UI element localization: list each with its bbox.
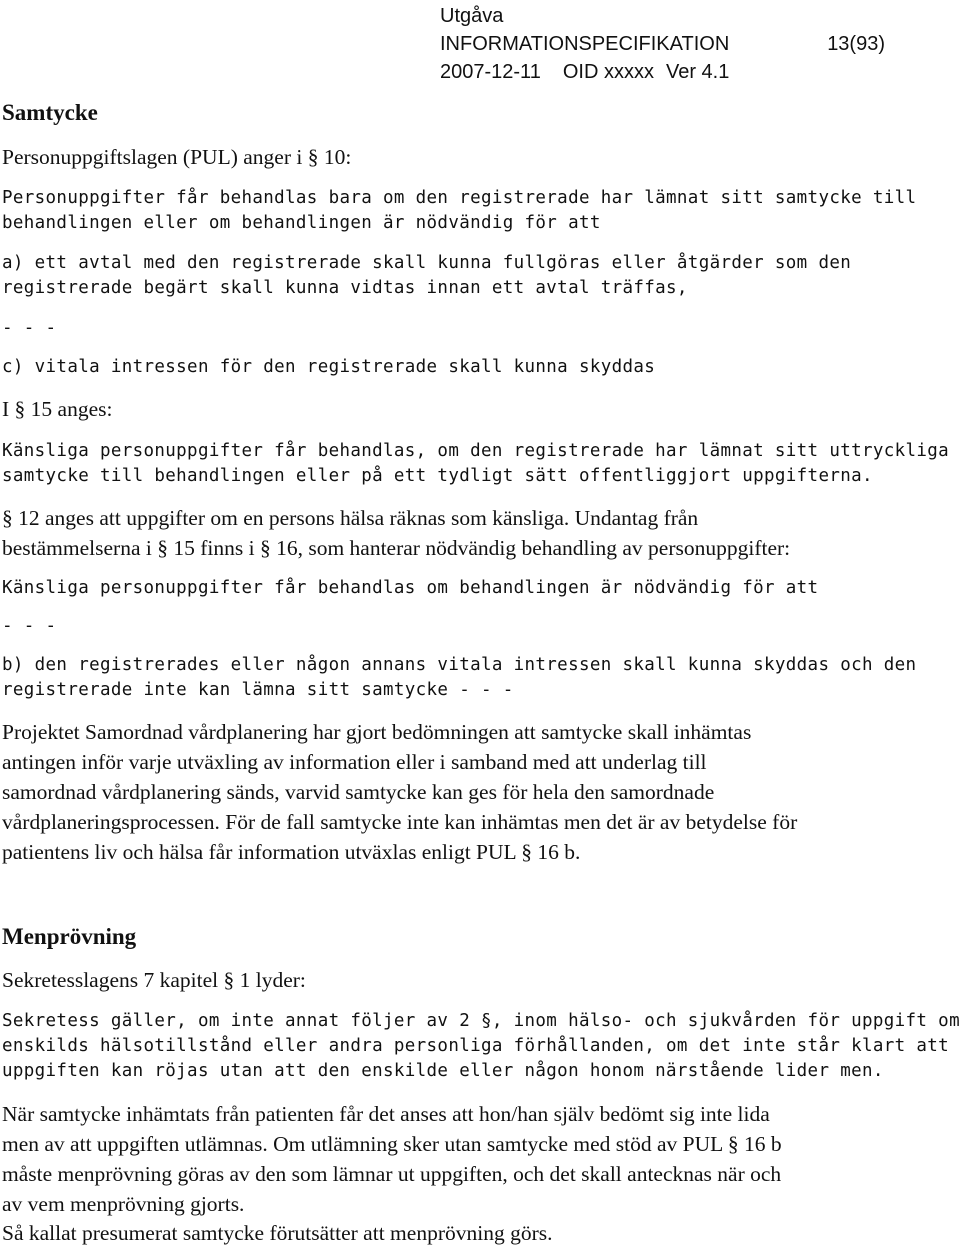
header-page-number: 13(93) xyxy=(827,33,885,55)
header-status: Utgåva xyxy=(440,5,504,27)
header-date: 2007-12-11 xyxy=(440,61,541,83)
paragraph-line: Projektet Samordnad vårdplanering har gjort bedömningen att samtycke skall inhämtas xyxy=(2,720,752,744)
quote-line: registrerade inte kan lämna sitt samtycke - - - xyxy=(2,680,514,700)
page-header xyxy=(440,2,885,86)
quote-line: Personuppgifter får behandlas bara om den registrerade har lämnat sitt samtycke till xyxy=(2,188,917,208)
section-heading-menprovning: Menprövning xyxy=(2,924,137,949)
pul-quote-item-c: c) vitala intressen för den registrerade skall kunna skyddas xyxy=(2,357,656,377)
pul-intro: Personuppgiftslagen (PUL) anger i § 10: xyxy=(2,145,352,169)
paragraph-line: patientens liv och hälsa får information utväxlas enligt PUL § 16 b. xyxy=(2,840,581,864)
paragraph-line: av vem menprövning gjorts. xyxy=(2,1192,245,1216)
sekretesslagen-intro: Sekretesslagens 7 kapitel § 1 lyder: xyxy=(2,968,306,992)
quote-line: registrerade begärt skall kunna vidtas innan ett avtal träffas, xyxy=(2,278,688,298)
pul-16-quote: Känsliga personuppgifter får behandlas om behandlingen är nödvändig för att xyxy=(2,578,819,598)
sekretesslagen-quote xyxy=(2,1009,958,1084)
header-doc-title: INFORMATIONSPECIFIKATION xyxy=(440,33,730,55)
pul-quote-item-a xyxy=(2,251,958,301)
header-oid: OID xxxxx xyxy=(562,61,654,83)
paragraph-line: samordnad vårdplanering sänds, varvid samtycke kan ges för hela den samordnade xyxy=(2,780,715,804)
paragraph-line: men av att uppgiften utlämnas. Om utlämning sker utan samtycke med stöd av PUL § 16 b xyxy=(2,1132,782,1156)
pul-12-paragraph xyxy=(2,503,958,563)
quote-line: Sekretess gäller, om inte annat följer av 2 §, inom hälso- och sjukvården för uppgift om xyxy=(2,1011,960,1031)
paragraph-line: När samtycke inhämtats från patienten får det anses att hon/han själv bedömt sig inte lida xyxy=(2,1102,770,1126)
header-meta-row xyxy=(440,58,885,86)
paragraph-line: § 12 anges att uppgifter om en persons hälsa räknas som känsliga. Undantag från xyxy=(2,506,699,530)
header-title-row xyxy=(440,30,885,58)
header-version: Ver 4.1 xyxy=(665,61,730,83)
paragraph-line: antingen inför varje utväxling av information eller i samband med att underlag till xyxy=(2,750,707,774)
quote-line: samtycke till behandlingen eller på ett tydligt sätt offentliggjort uppgifterna. xyxy=(2,466,873,486)
quote-line: a) ett avtal med den registrerade skall kunna fullgöras eller åtgärder som den xyxy=(2,253,852,273)
ellipsis-dashes: - - - xyxy=(2,318,57,338)
section-heading-samtycke: Samtycke xyxy=(2,100,98,125)
presumed-consent-line: Så kallat presumerat samtycke förutsätter att menprövning görs. xyxy=(2,1221,553,1245)
paragraph-line: måste menprövning göras av den som lämnar ut uppgiften, och det skall antecknas när och xyxy=(2,1162,782,1186)
quote-line: Känsliga personuppgifter får behandlas, om den registrerade har lämnat sitt uttryckliga xyxy=(2,441,950,461)
pul-quote-consent xyxy=(2,186,958,236)
ellipsis-dashes: - - - xyxy=(2,616,57,636)
pul-quote-item-b xyxy=(2,653,958,703)
quote-line: b) den registrerades eller någon annans vitala intressen skall kunna skyddas och den xyxy=(2,655,917,675)
project-paragraph xyxy=(2,717,958,867)
quote-line: enskilds hälsotillstånd eller andra personliga förhållanden, om det inte står klart att xyxy=(2,1036,950,1056)
paragraph-line: bestämmelserna i § 15 finns i § 16, som hanterar nödvändig behandling av personuppgifter: xyxy=(2,536,791,560)
pul-15-quote xyxy=(2,439,958,489)
menprovning-paragraph xyxy=(2,1099,958,1219)
paragraph-line: vårdplaneringsprocessen. För de fall samtycke inte kan inhämtas men det är av betydelse för xyxy=(2,810,798,834)
pul-15-intro: I § 15 anges: xyxy=(2,397,113,421)
quote-line: behandlingen eller om behandlingen är nödvändig för att xyxy=(2,213,601,233)
quote-line: uppgiften kan röjas utan att den enskilde eller någon honom närstående lider men. xyxy=(2,1061,884,1081)
